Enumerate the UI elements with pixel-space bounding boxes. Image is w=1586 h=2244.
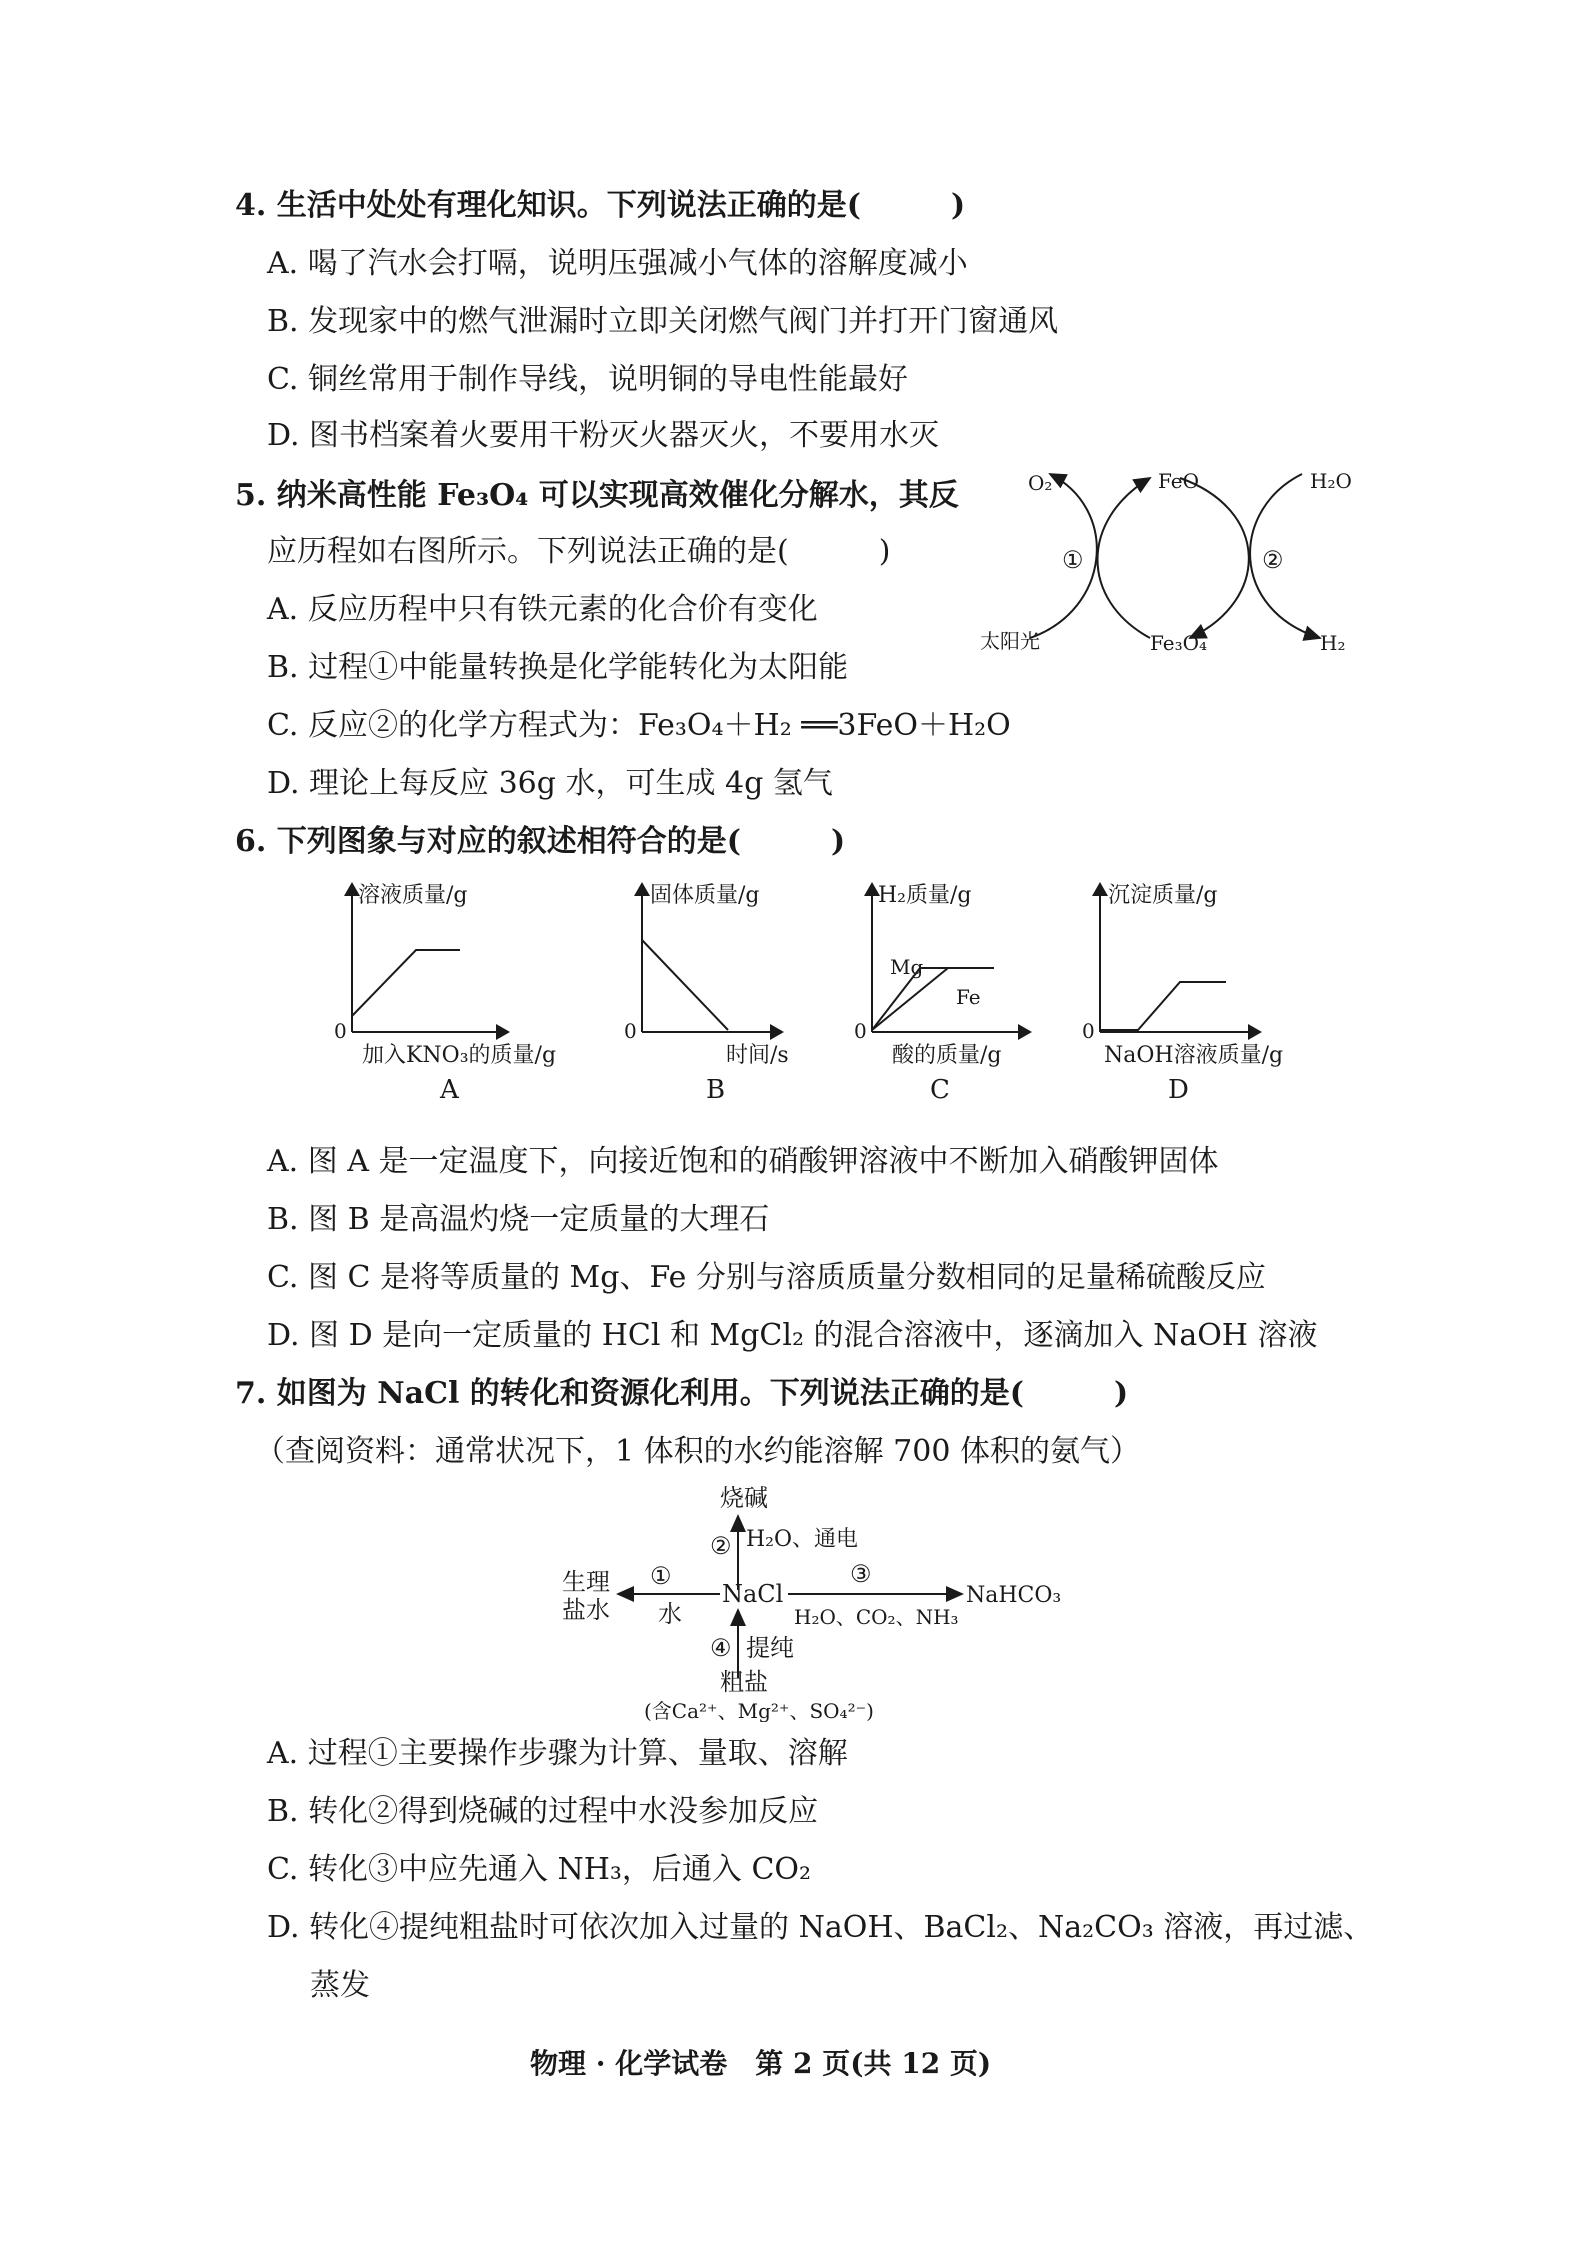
q5-stem-line1: 5. 纳米高性能 Fe₃O₄ 可以实现高效催化分解水，其反	[235, 478, 959, 513]
q7-label-saline1: 生理	[562, 1568, 610, 1596]
q5-label-h2: H₂	[1320, 631, 1346, 655]
q5-center-right-arc	[1180, 478, 1249, 638]
q7-option-a: A. 过程①主要操作步骤为计算、量取、溶解	[267, 1736, 848, 1771]
q7-label-step2: ②	[710, 1532, 732, 1560]
page-footer: 物理 · 化学试卷 第 2 页(共 12 页)	[530, 2047, 992, 2080]
q4-option-b: B. 发现家中的燃气泄漏时立即关闭燃气阀门并打开门窗通风	[267, 304, 1059, 339]
graph-d-curve	[1100, 982, 1226, 1030]
q6-graphs	[330, 870, 1320, 1100]
q7-option-b: B. 转化②得到烧碱的过程中水没参加反应	[267, 1794, 819, 1829]
graph-d	[1082, 883, 1283, 1100]
q5-label-feo: FeO	[1158, 469, 1200, 493]
graph-a-origin: 0	[334, 1019, 347, 1043]
q5-label-step2: ②	[1262, 546, 1284, 574]
graph-a	[334, 883, 556, 1100]
q5-reaction-diagram	[980, 460, 1380, 660]
q5-label-o2: O₂	[1028, 471, 1053, 495]
q6-option-b: B. 图 B 是高温灼烧一定质量的大理石	[267, 1202, 770, 1237]
graph-d-origin: 0	[1082, 1019, 1095, 1043]
graph-b-xlabel: 时间/s	[726, 1043, 789, 1068]
q6-option-d: D. 图 D 是向一定质量的 HCl 和 MgCl₂ 的混合溶液中，逐滴加入 NaOH 溶液	[267, 1318, 1318, 1353]
graph-a-curve	[352, 950, 460, 1016]
q7-label-caustic: 烧碱	[720, 1484, 768, 1512]
q5-label-step1: ①	[1062, 546, 1084, 574]
q7-note: （查阅资料：通常状况下，1 体积的水约能溶解 700 体积的氨气）	[255, 1434, 1140, 1469]
q6-option-c: C. 图 C 是将等质量的 Mg、Fe 分别与溶质质量分数相同的足量稀硫酸反应	[267, 1260, 1266, 1295]
q6-option-a: A. 图 A 是一定温度下，向接近饱和的硝酸钾溶液中不断加入硝酸钾固体	[267, 1144, 1219, 1179]
graph-c	[854, 883, 1030, 1100]
q5-label-h2o: H₂O	[1310, 469, 1352, 493]
q5-center-left-arc	[1098, 478, 1151, 638]
graph-b-curve	[642, 940, 728, 1030]
q7-label-ions: (含Ca²⁺、Mg²⁺、SO₄²⁻)	[644, 1699, 874, 1722]
q5-right-arc	[1250, 474, 1320, 638]
graph-c-xlabel: 酸的质量/g	[892, 1043, 1002, 1068]
q7-option-d: D. 转化④提纯粗盐时可依次加入过量的 NaOH、BaCl₂、Na₂CO₃ 溶液，再过滤、	[267, 1910, 1374, 1945]
graph-b-origin: 0	[624, 1019, 637, 1043]
graph-b-ylabel: 固体质量/g	[650, 883, 760, 908]
graph-b	[624, 883, 789, 1100]
q7-label-purify: 提纯	[746, 1634, 794, 1662]
q4-option-c: C. 铜丝常用于制作导线，说明铜的导电性能最好	[267, 362, 908, 397]
q7-label-step3: ③	[850, 1560, 872, 1588]
q5-label-fe3o4: Fe₃O₄	[1150, 631, 1208, 655]
q5-option-b: B. 过程①中能量转换是化学能转化为太阳能	[267, 650, 849, 685]
q7-stem: 7. 如图为 NaCl 的转化和资源化利用。下列说法正确的是( )	[235, 1376, 1129, 1411]
graph-c-mg-label: Mg	[890, 955, 924, 979]
q7-option-c: C. 转化③中应先通入 NH₃，后通入 CO₂	[267, 1852, 812, 1887]
q7-label-nahco3: NaHCO₃	[966, 1583, 1062, 1608]
q4-option-d: D. 图书档案着火要用干粉灭火器灭火，不要用水灭	[267, 418, 940, 453]
q7-label-saline2: 盐水	[562, 1596, 610, 1624]
q4-option-a: A. 喝了汽水会打嗝，说明压强减小气体的溶解度减小	[267, 246, 968, 281]
q7-label-nacl: NaCl	[722, 1580, 784, 1608]
q4-stem: 4. 生活中处处有理化知识。下列说法正确的是( )	[235, 188, 966, 223]
q7-label-water: 水	[658, 1600, 682, 1628]
q7-nacl-diagram	[560, 1482, 1080, 1722]
q7-label-step1: ①	[650, 1562, 672, 1590]
q5-stem-line2: 应历程如右图所示。下列说法正确的是( )	[267, 534, 891, 569]
graph-a-letter: A	[440, 1075, 459, 1100]
q5-option-a: A. 反应历程中只有铁元素的化合价有变化	[267, 592, 818, 627]
q7-label-crude: 粗盐	[720, 1668, 768, 1696]
q5-option-c: C. 反应②的化学方程式为：Fe₃O₄＋H₂ ══3FeO＋H₂O	[267, 708, 1011, 743]
graph-a-xlabel: 加入KNO₃的质量/g	[362, 1043, 557, 1068]
graph-a-ylabel: 溶液质量/g	[358, 883, 468, 908]
q6-stem: 6. 下列图象与对应的叙述相符合的是( )	[235, 824, 846, 859]
q5-label-sunlight: 太阳光	[980, 629, 1040, 653]
graph-d-xlabel: NaOH溶液质量/g	[1104, 1043, 1284, 1068]
graph-b-letter: B	[706, 1075, 726, 1100]
q7-label-cond3: H₂O、CO₂、NH₃	[794, 1605, 959, 1629]
q5-option-d: D. 理论上每反应 36g 水，可生成 4g 氢气	[267, 766, 833, 801]
graph-c-origin: 0	[854, 1019, 867, 1043]
graph-c-letter: C	[930, 1075, 950, 1100]
q7-label-cond2: H₂O、通电	[746, 1527, 859, 1552]
graph-d-ylabel: 沉淀质量/g	[1108, 883, 1218, 908]
q7-option-d-continued: 蒸发	[310, 1968, 370, 2003]
graph-d-letter: D	[1168, 1075, 1189, 1100]
graph-c-ylabel: H₂质量/g	[878, 883, 972, 908]
q7-label-step4: ④	[710, 1634, 732, 1662]
graph-c-fe-label: Fe	[956, 985, 981, 1009]
